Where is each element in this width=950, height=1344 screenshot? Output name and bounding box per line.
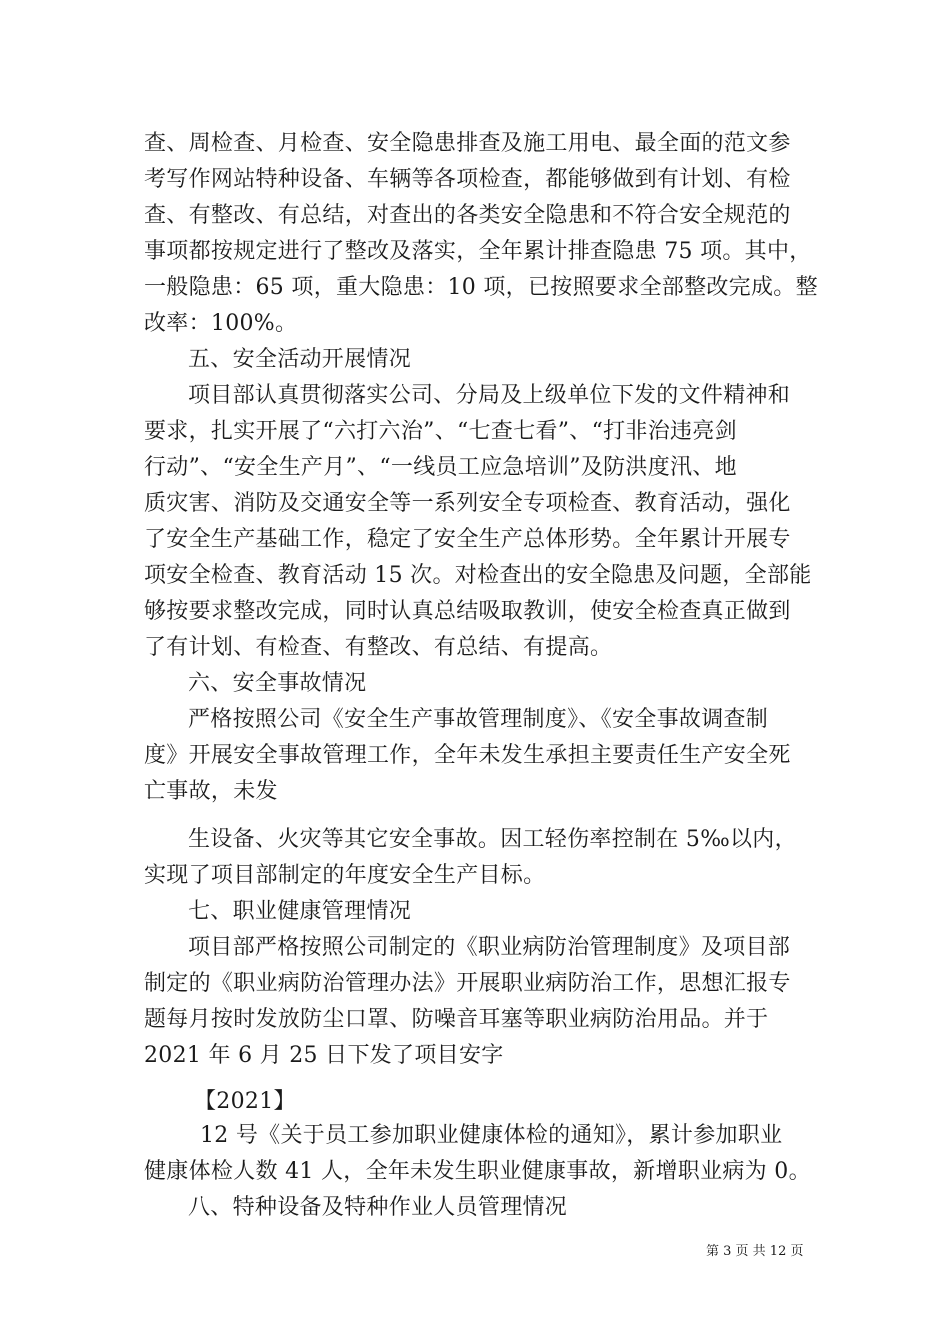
text-line-18: 度》开展安全事故管理工作，全年未发生承担主要责任生产安全死 (144, 743, 791, 768)
text-line-14: 够按要求整改完成，同时认真总结吸取教训，使安全检查真正做到 (144, 599, 791, 624)
section-heading-6: 六、安全事故情况 (188, 671, 367, 696)
text-line-13: 项安全检查、教育活动 15 次。对检查出的安全隐患及问题，全部能 (144, 563, 812, 588)
text-line-5: 一般隐患：65 项，重大隐患：10 项，已按照要求全部整改完成。整 (144, 275, 818, 300)
text-line-4: 事项都按规定进行了整改及落实，全年累计排查隐患 75 项。其中， (144, 239, 812, 264)
text-line-19: 亡事故，未发 (144, 779, 278, 804)
document-number-bracket: 【2021】 (194, 1089, 296, 1114)
text-line-20: 生设备、火灾等其它安全事故。因工轻伤率控制在 5‰以内， (188, 827, 797, 852)
text-line-17: 严格按照公司《安全生产事故管理制度》、《安全事故调查制 (188, 707, 769, 732)
section-heading-7: 七、职业健康管理情况 (188, 899, 412, 924)
text-line-21: 实现了项目部制定的年度安全生产目标。 (144, 863, 546, 888)
text-line-10: 行动”、“安全生产月”、“一线员工应急培训”及防洪度汛、地 (144, 455, 737, 480)
text-line-12: 了安全生产基础工作，稳定了安全生产总体形势。全年累计开展专 (144, 527, 791, 552)
text-line-28: 12 号《关于员工参加职业健康体检的通知》，累计参加职业 (200, 1123, 783, 1148)
text-line-26: 2021 年 6 月 25 日下发了项目安字 (144, 1043, 504, 1068)
page-number-footer: 第 3 页 共 12 页 (706, 1244, 804, 1259)
text-line-15: 了有计划、有检查、有整改、有总结、有提高。 (144, 635, 613, 660)
text-line-23: 项目部严格按照公司制定的《职业病防治管理制度》及项目部 (188, 935, 791, 960)
text-line-8: 项目部认真贯彻落实公司、分局及上级单位下发的文件精神和 (188, 383, 791, 408)
text-line-11: 质灾害、消防及交通安全等一系列安全专项检查、教育活动，强化 (144, 491, 791, 516)
section-heading-8: 八、特种设备及特种作业人员管理情况 (188, 1195, 568, 1220)
text-line-2: 考写作网站特种设备、车辆等各项检查，都能够做到有计划、有检 (144, 167, 791, 192)
text-line-29: 健康体检人数 41 人，全年未发生职业健康事故，新增职业病为 0。 (144, 1159, 811, 1184)
text-line-25: 题每月按时发放防尘口罩、防噪音耳塞等职业病防治用品。并于 (144, 1007, 769, 1032)
text-line-6: 改率：100%。 (144, 311, 298, 336)
text-line-9: 要求，扎实开展了“六打六治”、“七查七看”、“打非治违亮剑 (144, 419, 737, 444)
text-line-1: 查、周检查、月检查、安全隐患排查及施工用电、最全面的范文参 (144, 131, 791, 156)
text-line-24: 制定的《职业病防治管理办法》开展职业病防治工作，思想汇报专 (144, 971, 791, 996)
text-line-3: 查、有整改、有总结，对查出的各类安全隐患和不符合安全规范的 (144, 203, 791, 228)
section-heading-5: 五、安全活动开展情况 (188, 347, 412, 372)
